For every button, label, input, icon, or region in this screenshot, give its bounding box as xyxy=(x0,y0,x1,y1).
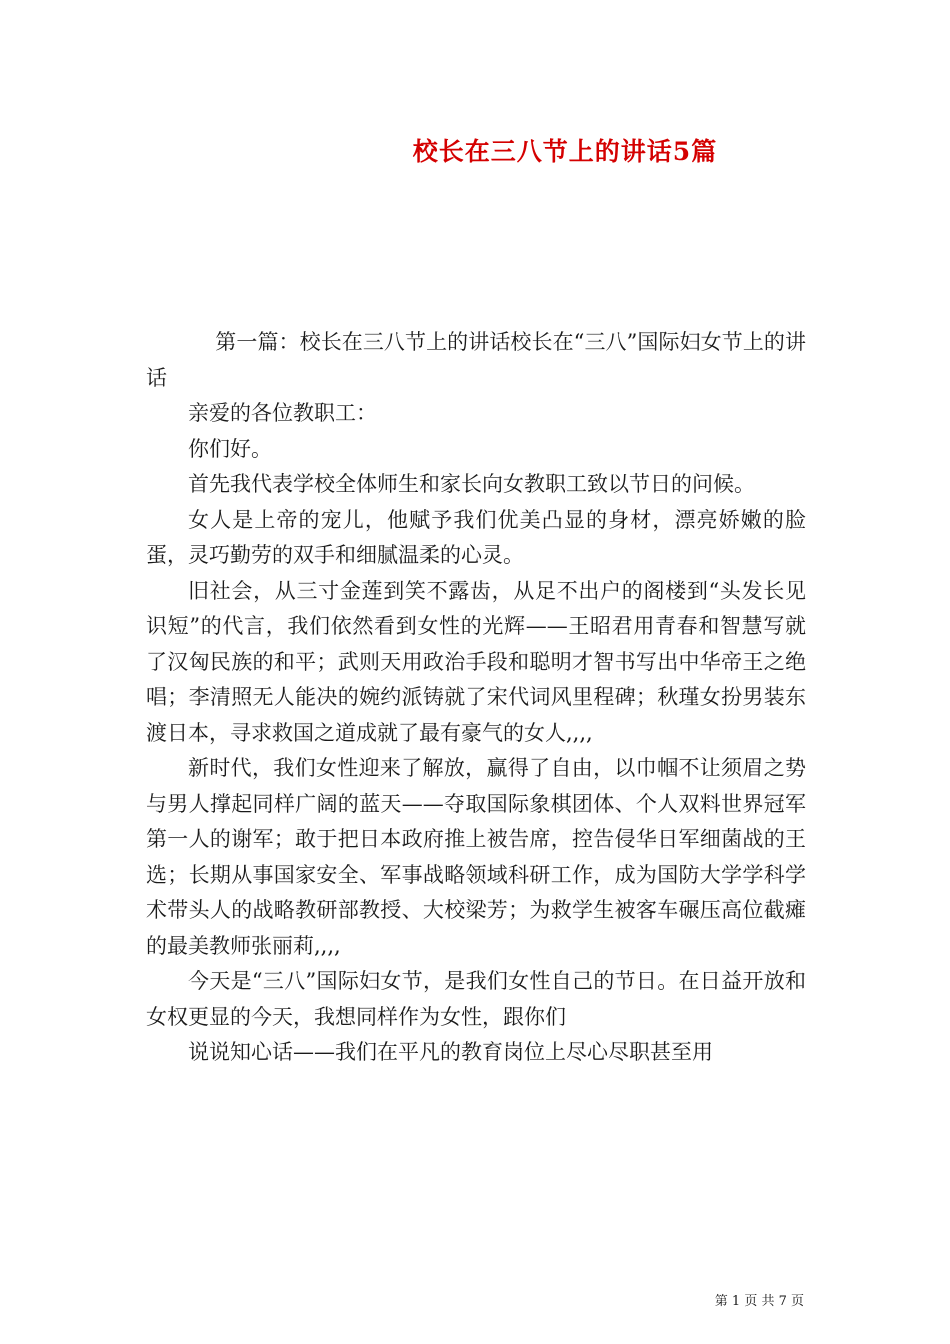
paragraph: 女人是上帝的宠儿，他赋予我们优美凸显的身材，漂亮娇嫩的脸蛋，灵巧勤劳的双手和细腻温柔的心灵。 xyxy=(146,507,806,567)
paragraph: 首先我代表学校全体师生和家长向女教职工致以节日的问候。 xyxy=(188,472,755,496)
paragraph: 旧社会，从三寸金莲到笑不露齿，从足不出户的阁楼到“头发长见识短”的代言，我们依然看到女性的光辉——王昭君用青春和智慧写就了汉匈民族的和平；武则天用政治手段和聪明才智书写出中华帝王之绝唱；李清照无人能决的婉约派铸就了宋代词风里程碑；秋瑾女扮男装东渡日本，寻求救国之道成就了最有豪气的女人,,,, xyxy=(146,578,806,745)
paragraph-salutation: 亲爱的各位教职工： xyxy=(188,401,377,425)
paragraph: 今天是“三八”国际妇女节，是我们女性自己的节日。在日益开放和女权更显的今天，我想同样作为女性，跟你们 xyxy=(146,969,806,1029)
page-number: 第 1 页 共 7 页 xyxy=(714,1294,804,1309)
page-footer xyxy=(715,1290,804,1309)
document-body xyxy=(146,325,806,1071)
document-title: 校长在三八节上的讲话5篇 xyxy=(412,137,718,166)
paragraph-greeting: 你们好。 xyxy=(188,436,272,461)
paragraph-heading: 第一篇：校长在三八节上的讲话校长在“三八”国际妇女节上的讲话 xyxy=(146,330,806,390)
paragraph: 新时代，我们女性迎来了解放，赢得了自由，以巾帼不让须眉之势与男人撑起同样广阔的蓝天——夺取国际象棋团体、个人双料世界冠军第一人的谢军；敢于把日本政府推上被告席，控告侵华日军细菌战的王选；长期从事国家安全、军事战略领域科研工作，成为国防大学学科学术带头人的战略教研部教授、大校梁芳；为救学生被客车碾压高位截瘫的最美教师张丽莉,,,, xyxy=(146,756,806,958)
paragraph: 说说知心话——我们在平凡的教育岗位上尽心尽职甚至用 xyxy=(188,1040,713,1064)
